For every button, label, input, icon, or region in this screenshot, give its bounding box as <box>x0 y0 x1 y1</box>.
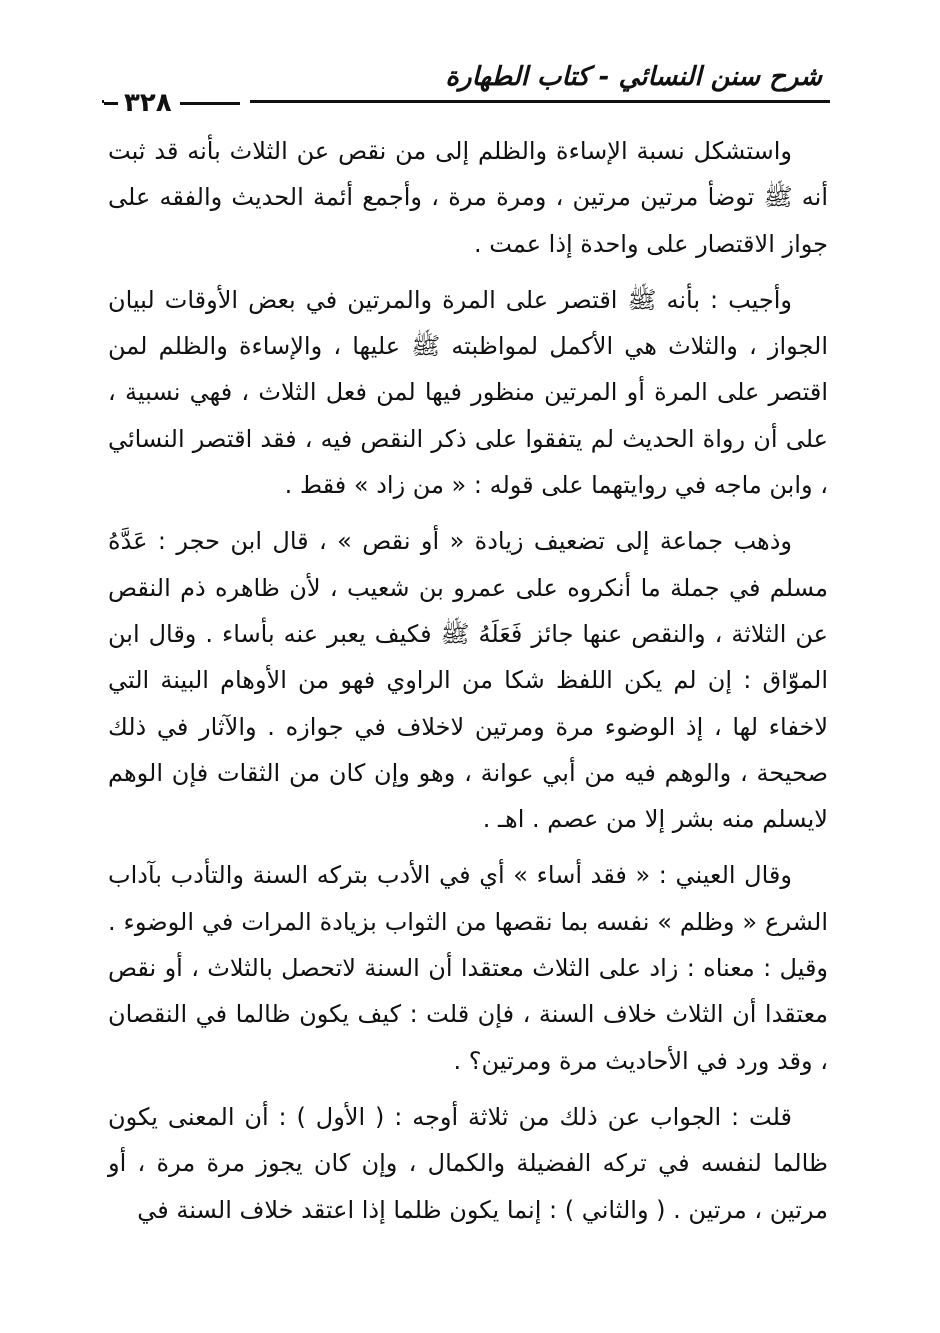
page-number-dash-right <box>180 102 240 105</box>
page-number-dash-left <box>104 102 118 105</box>
paragraph: وأجيب : بأنه ﷺ اقتصر على المرة والمرتين في بعض الأوقات لبيان الجواز ، والثلاث هي الأكمل لمواظبته ﷺ عليها ، والإساءة والظلم لمن اقتصر على المرة أو المرتين منظور فيها لمن فعل الثلاث ، فهي نسبية ، على أن رواة الحديث لم يتفقوا على ذكر النقص فيه ، فقد اقتصر النسائي ، وابن ماجه في روايتهما على قوله : « من زاد » فقط . <box>108 285 828 500</box>
page-number: ٣٢٨ <box>124 88 172 118</box>
paragraph: وذهب جماعة إلى تضعيف زيادة « أو نقص » ، قال ابن حجر : عَدَّهُ مسلم في جملة ما أنكروه على عمرو بن شعيب ، لأن ظاهره ذم النقص عن الثلاثة ، والنقص عنها جائز فَعَلَهُ ﷺ فكيف يعبر عنه بأساء . وقال ابن الموّاق : إن لم يكن اللفظ شكا من الراوي فهو من الأوهام البينة التي لاخفاء لها ، إذ الوضوء مرة ومرتين لاخلاف في جوازه . والآثار في ذلك صحيحة ، والوهم فيه من أبي عوانة ، وهو وإن كان من الثقات فإن الوهم لايسلم منه بشر إلا من عصم . اهـ . <box>108 527 828 834</box>
paragraph: وقال العيني : « فقد أساء » أي في الأدب بتركه السنة والتأدب بآداب الشرع « وظلم » نفسه بما نقصها من الثواب بزيادة المرات في الوضوء . وقيل : معناه : زاد على الثلاث معتقدا أن السنة لاتحصل بالثلاث ، أو نقص معتقدا أن الثلاث خلاف السنة ، فإن قلت : كيف يكون ظالما في النقصان ، وقد ورد في الأحاديث مرة ومرتين؟ . <box>108 861 828 1075</box>
paragraph: واستشكل نسبة الإساءة والظلم إلى من نقص عن الثلاث بأنه قد ثبت أنه ﷺ توضأ مرتين مرتين ، ومرة مرة ، وأجمع أئمة الحديث والفقه على جواز الاقتصار على واحدة إذا عمت . <box>108 137 828 258</box>
running-header-title: شرح سنن النسائي - كتاب الطهارة <box>445 62 822 92</box>
page-body <box>108 128 828 1243</box>
page-number-group <box>104 88 250 118</box>
paragraph: قلت : الجواب عن ذلك من ثلاثة أوجه : ( الأول ) : أن المعنى يكون ظالما لنفسه في تركه الفضيلة والكمال ، وإن كان يجوز مرة مرة ، أو مرتين ، مرتين . ( والثاني ) : إنما يكون ظلما إذا اعتقد خلاف السنة في <box>108 1102 828 1224</box>
